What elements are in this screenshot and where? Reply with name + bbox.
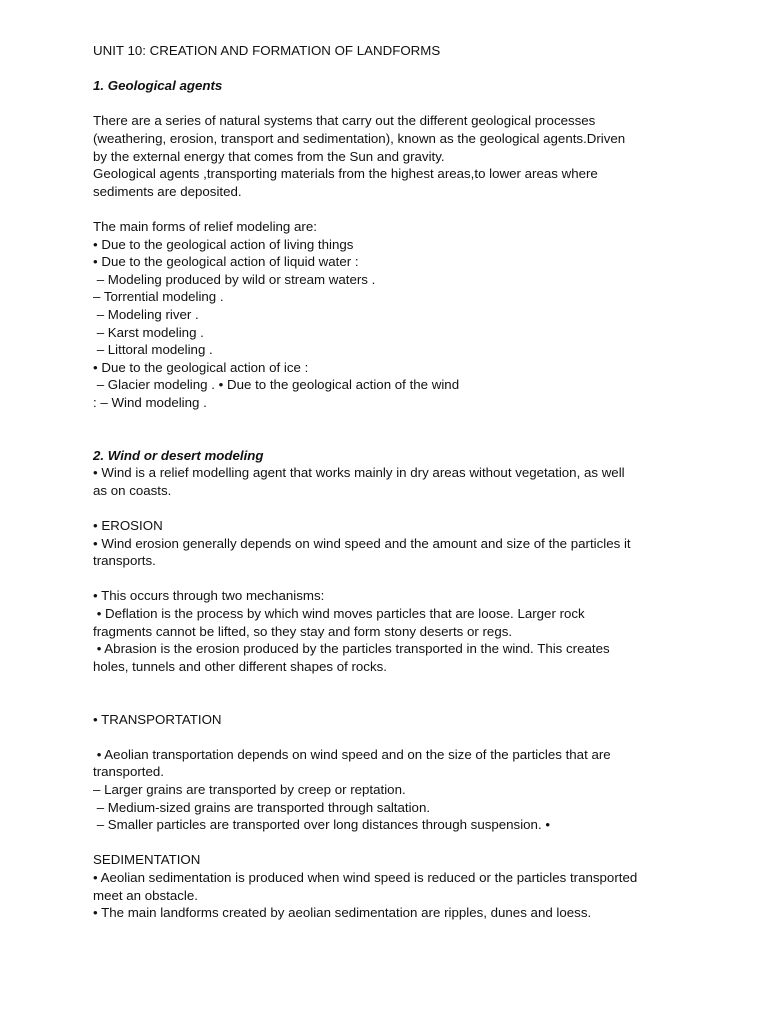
transportation-block xyxy=(93,746,693,834)
paragraph-line: • The main landforms created by aeolian sedimentation are ripples, dunes and loess. xyxy=(93,905,592,921)
section1-paragraph xyxy=(93,112,693,200)
paragraph-line: as on coasts. xyxy=(93,482,172,498)
paragraph-line: There are a series of natural systems that carry out the different geological processes xyxy=(93,113,596,129)
list-item: – Karst modeling . xyxy=(93,324,204,340)
relief-modeling-list xyxy=(93,218,693,412)
list-item: : – Wind modeling . xyxy=(93,394,207,410)
spacer xyxy=(93,95,693,113)
mechanisms-block xyxy=(93,587,693,675)
paragraph-line: meet an obstacle. xyxy=(93,887,198,903)
paragraph-line: transports. xyxy=(93,553,156,569)
list-item: • Due to the geological action of liquid water : xyxy=(93,254,359,270)
spacer xyxy=(93,411,693,446)
list-item: – Torrential modeling . xyxy=(93,289,224,305)
paragraph-line: fragments cannot be lifted, so they stay and form stony deserts or regs. xyxy=(93,623,513,639)
list-item: • Due to the geological action of living things xyxy=(93,236,354,252)
list-item: – Modeling river . xyxy=(93,306,199,322)
paragraph-line: • Wind is a relief modelling agent that works mainly in dry areas without vegetation, as well xyxy=(93,465,625,481)
section-heading: 2. Wind or desert modeling xyxy=(93,447,264,463)
document-page xyxy=(93,42,693,922)
list-intro: The main forms of relief modeling are: xyxy=(93,218,317,234)
paragraph-line: • Wind erosion generally depends on wind speed and the amount and size of the particles it xyxy=(93,535,631,551)
spacer xyxy=(93,570,693,588)
paragraph-line: holes, tunnels and other different shapes of rocks. xyxy=(93,658,387,674)
spacer xyxy=(93,834,693,852)
section-heading: 1. Geological agents xyxy=(93,78,223,94)
sedimentation-block xyxy=(93,869,693,922)
paragraph-line: • Aeolian transportation depends on wind speed and on the size of the particles that are xyxy=(93,746,611,762)
section2-intro xyxy=(93,464,693,499)
transportation-title: • TRANSPORTATION xyxy=(93,711,222,727)
paragraph-line: • Aeolian sedimentation is produced when wind speed is reduced or the particles transported xyxy=(93,869,638,885)
spacer xyxy=(93,60,693,78)
spacer xyxy=(93,675,693,710)
paragraph-line: • This occurs through two mechanisms: xyxy=(93,588,325,604)
erosion-title: • EROSION xyxy=(93,518,163,534)
spacer xyxy=(93,200,693,218)
paragraph-line: – Smaller particles are transported over long distances through suspension. • xyxy=(93,817,550,833)
list-item: • Due to the geological action of ice : xyxy=(93,359,309,375)
paragraph-line: – Larger grains are transported by creep or reptation. xyxy=(93,781,406,797)
sedimentation-title: SEDIMENTATION xyxy=(93,852,201,868)
spacer xyxy=(93,499,693,517)
paragraph-line: by the external energy that comes from the Sun and gravity. xyxy=(93,148,445,164)
paragraph-line: Geological agents ,transporting materials from the highest areas,to lower areas where xyxy=(93,166,598,182)
list-item: – Littoral modeling . xyxy=(93,342,213,358)
document-title: UNIT 10: CREATION AND FORMATION OF LANDFORMS xyxy=(93,43,441,58)
spacer xyxy=(93,728,693,746)
paragraph-line: • Deflation is the process by which wind moves particles that are loose. Larger rock xyxy=(93,606,585,621)
list-item: – Glacier modeling . • Due to the geological action of the wind xyxy=(93,377,460,393)
paragraph-line: sediments are deposited. xyxy=(93,183,242,199)
paragraph-line: transported. xyxy=(93,764,164,780)
list-item: – Modeling produced by wild or stream waters . xyxy=(93,271,376,287)
paragraph-line: – Medium-sized grains are transported through saltation. xyxy=(93,799,431,815)
paragraph-line: • Abrasion is the erosion produced by the particles transported in the wind. This creates xyxy=(93,641,610,657)
paragraph-line: (weathering, erosion, transport and sedimentation), known as the geological agents.Driven xyxy=(93,130,626,146)
